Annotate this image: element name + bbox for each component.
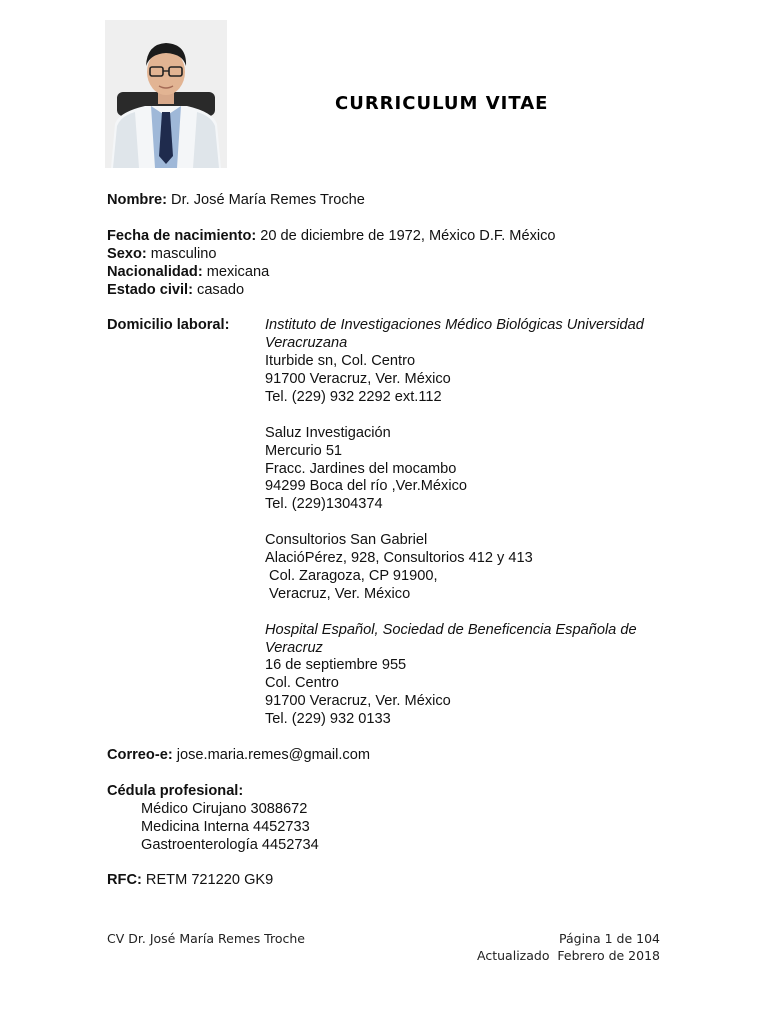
estado-civil-value: casado — [192, 281, 245, 298]
address-1-phone: Tel. (229) 932 2292 ext.112 — [265, 388, 442, 405]
correo-row — [107, 747, 707, 765]
footer-page-number: Página 1 de 104 — [559, 931, 660, 946]
cedula-item: Medicina Interna 4452733 — [141, 818, 310, 835]
nacionalidad-label: Nacionalidad: — [107, 263, 203, 280]
cedula-item: Gastroenterología 4452734 — [141, 836, 319, 853]
estado-civil-row — [107, 282, 707, 300]
address-3-line: AlacióPérez, 928, Consultorios 412 y 413 — [265, 550, 533, 567]
address-1-line: Iturbide sn, Col. Centro — [265, 353, 416, 370]
footer-updated: Actualizado Febrero de 2018 — [477, 947, 660, 963]
address-2-line: Fracc. Jardines del mocambo — [265, 460, 457, 477]
sexo-row — [107, 246, 707, 264]
address-3-line: Veracruz, Ver. México — [265, 585, 411, 602]
address-3-title: Consultorios San Gabriel — [265, 532, 428, 549]
address-4-line: 16 de septiembre 955 — [265, 657, 407, 674]
address-2-line: 94299 Boca del río ,Ver.México — [265, 478, 468, 495]
fecha-value: 20 de diciembre de 1972, México D.F. México — [256, 227, 556, 244]
nombre-label: Nombre: — [107, 192, 167, 208]
address-2-title: Saluz Investigación — [265, 424, 391, 441]
address-4-line: 91700 Veracruz, Ver. México — [265, 693, 451, 710]
domicilio-section — [107, 317, 707, 729]
estado-civil-label: Estado civil: — [107, 281, 193, 298]
domicilio-label: Domicilio laboral: — [107, 317, 230, 334]
footer-author: CV Dr. José María Remes Troche — [107, 931, 305, 946]
nombre-value: Dr. José María Remes Troche — [167, 192, 365, 208]
cedula-item: Médico Cirujano 3088672 — [141, 800, 308, 817]
address-4-line: Col. Centro — [265, 675, 339, 692]
fecha-label: Fecha de nacimiento: — [107, 227, 257, 244]
address-2-line: Mercurio 51 — [265, 442, 343, 459]
correo-label: Correo-e: — [107, 747, 173, 763]
address-1-line: 91700 Veracruz, Ver. México — [265, 371, 451, 388]
document-title: CURRICULUM VITAE — [335, 93, 549, 114]
address-1-title: Instituto de Investigaciones Médico Biológicas Universidad Veracruzana — [265, 317, 644, 352]
address-4-title: Hospital Español, Sociedad de Beneficencia Española de Veracruz — [265, 621, 637, 656]
nombre-row — [107, 192, 707, 210]
profile-photo — [105, 20, 227, 168]
fecha-row — [107, 228, 707, 246]
cedula-label: Cédula profesional: — [107, 782, 244, 799]
rfc-value: RETM 721220 GK9 — [141, 872, 274, 889]
address-3-line: Col. Zaragoza, CP 91900, — [265, 567, 438, 584]
sexo-label: Sexo: — [107, 245, 147, 262]
address-4-phone: Tel. (229) 932 0133 — [265, 711, 391, 728]
nacionalidad-value: mexicana — [202, 263, 270, 280]
rfc-row — [107, 872, 707, 890]
sexo-value: masculino — [146, 245, 217, 262]
correo-value: jose.maria.remes@gmail.com — [172, 747, 370, 763]
rfc-label: RFC: — [107, 872, 142, 889]
cedula-row — [107, 783, 707, 801]
footer-meta — [477, 931, 660, 964]
cv-content — [107, 192, 707, 890]
address-2-phone: Tel. (229)1304374 — [265, 496, 383, 513]
domicilio-addresses — [265, 317, 665, 729]
nacionalidad-row — [107, 264, 707, 282]
